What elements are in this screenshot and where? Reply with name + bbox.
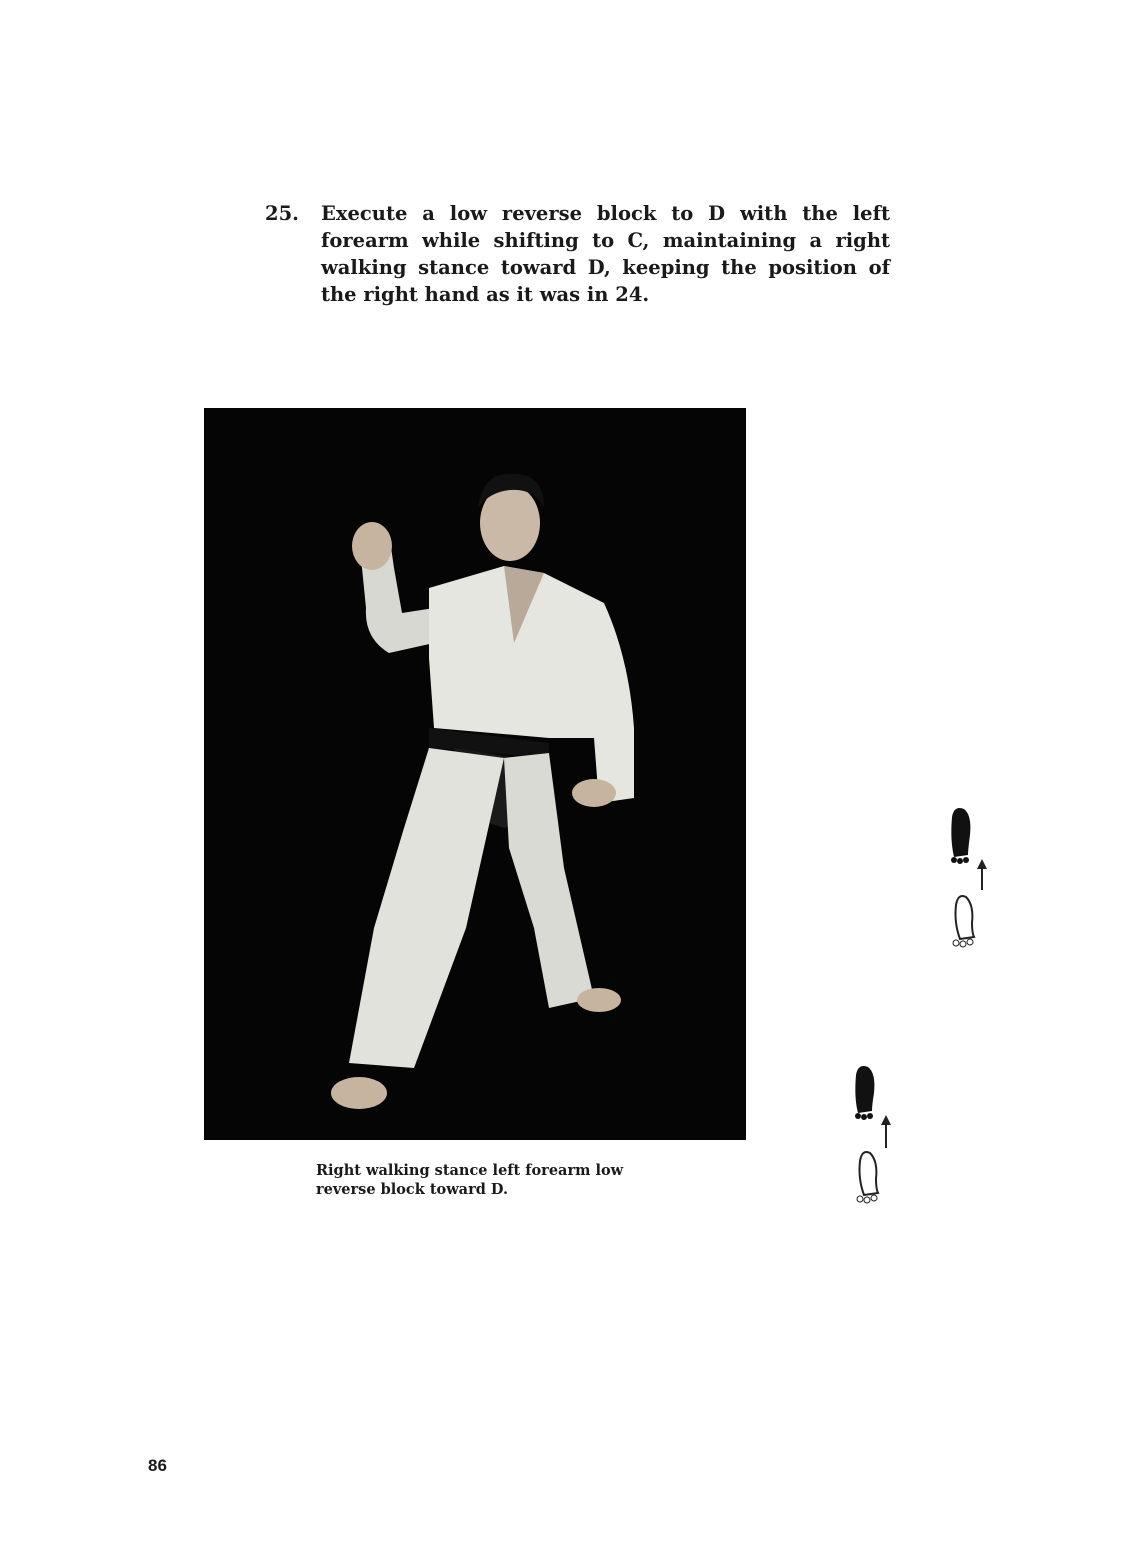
step-text: Execute a low reverse block to D with the left forearm while shifting to C, maintaining a right walking stance toward D, keeping the position of the right hand as it was in 24. (321, 202, 890, 306)
step-number: 25. (265, 202, 299, 225)
footprint-step-forward-icon (944, 805, 994, 959)
footprint-step-forward-icon (848, 1063, 898, 1212)
technique-photo (204, 408, 746, 1140)
photo-caption: Right walking stance left forearm low reverse block toward D. (316, 1162, 624, 1198)
page-number: 86 (148, 1456, 167, 1475)
martial-artist-figure (204, 408, 746, 1140)
step-instruction (265, 200, 890, 308)
